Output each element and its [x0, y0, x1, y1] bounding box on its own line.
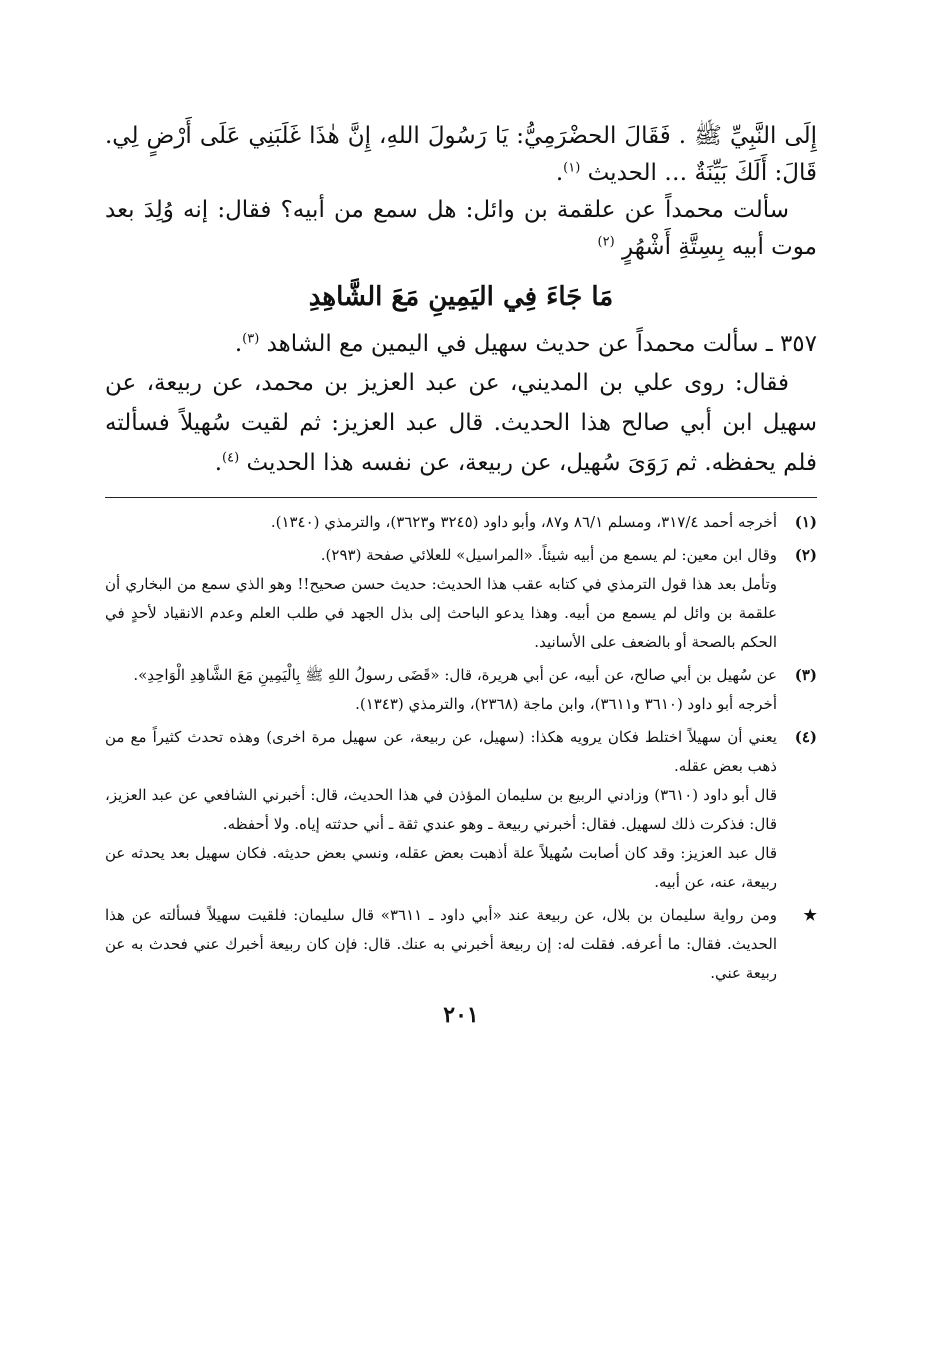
main-paragraph	[105, 118, 817, 192]
footnote-ref[interactable]: (٢)	[597, 234, 615, 250]
footnote-ref[interactable]: (١)	[563, 160, 581, 176]
paragraph-text: سألت محمداً عن علقمة بن وائل: هل سمع من أبيه؟ فقال: إنه وُلِدَ بعد موت أبيه بِسِتَّةِ أَشْهُرٍ	[105, 197, 817, 260]
footnote-paragraph: أخرجه أبو داود (٣٦١٠ و٣٦١١)، وابن ماجة (٢٣٦٨)، والترمذي (١٣٤٣).	[355, 695, 777, 713]
main-text	[105, 118, 817, 483]
footnote-number: ★	[803, 906, 817, 924]
footnote	[105, 541, 817, 657]
answer-paragraph	[105, 363, 817, 483]
footnote-paragraph: يعني أن سهيلاً اختلط فكان يرويه هكذا: (سهيل، عن ربيعة، عن سهيل مرة اخرى) وهذه تحدث كثيراً مع من ذهب بعض عقله.	[105, 728, 777, 775]
footnote-number: (٣)	[794, 666, 817, 684]
paragraph-text: إِلَى النَّبِيِّ ﷺ . فَقَالَ الحضْرَمِيُّ: يَا رَسُولَ اللهِ، إِنَّ هٰذَا غَلَبَنِي عَلَى أَرْضٍ لِي. قَالَ: أَلَكَ بَيِّنَةٌ … الحديث	[105, 123, 817, 186]
footnote-body	[105, 541, 777, 657]
footnote-paragraph: أخرجه أحمد ٣١٧/٤، ومسلم ٨٦/١ و٨٧، وأبو داود (٣٢٤٥ و٣٦٢٣)، والترمذي (١٣٤٠).	[270, 513, 777, 531]
footnote-number: (١)	[794, 513, 817, 531]
footnote-ref[interactable]: (٣)	[242, 331, 260, 347]
punctuation: .	[555, 160, 564, 186]
footnote-paragraph: ومن رواية سليمان بن بلال، عن ربيعة عند «أبي داود ـ ٣٦١١» قال سليمان: فلقيت سهيلاً فسألته عن هذا الحديث. فقال: ما أعرفه. فقلت له: إن ربيعة أخبرني به عنك. قال: فإن كان ربيعة أخبرك عني فحدث به عن ربيعة عني.	[105, 906, 777, 982]
footnote	[105, 661, 817, 719]
book-page	[105, 118, 817, 1028]
chapter-heading: مَا جَاءَ فِي اليَمِينِ مَعَ الشَّاهِدِ	[308, 282, 614, 312]
footnote-body	[105, 901, 777, 988]
footnote-paragraph: وتأمل بعد هذا قول الترمذي في كتابه عقب هذا الحديث: حديث حسن صحيح!! وهو الذي سمع من البخاري أن علقمة بن وائل لم يسمع من أبيه. وهذا يدعو الباحث إلى بذل الجهد في طلب العلم وعدم الانقياد لأحدٍ في الحكم بالصحة أو بالضعف على الأسانيد.	[105, 575, 777, 651]
footnote-paragraph: وقال ابن معين: لم يسمع من أبيه شيئاً. «المراسيل» للعلائي صفحة (٢٩٣).	[320, 546, 777, 564]
footnote-paragraph: قال عبد العزيز: وقد كان أصابت سُهيلاً علة أذهبت بعض عقله، ونسي بعض حديثه. فكان سهيل بعد يحدثه عن ربيعة، عنه، عن أبيه.	[105, 844, 777, 891]
footnote-body	[105, 661, 777, 719]
footnote	[105, 508, 817, 537]
footnote-paragraph: قال أبو داود (٣٦١٠) وزادني الربيع بن سليمان المؤذن في هذا الحديث، قال: أخبرني الشافعي عن عبد العزيز، قال: فذكرت ذلك لسهيل. فقال: أخبرني ربيعة ـ وهو عندي ثقة ـ أني حدثته إياه. ولا أحفظه.	[105, 786, 777, 833]
answer-block	[105, 363, 817, 483]
footnotes	[105, 508, 817, 988]
punctuation: .	[214, 450, 222, 476]
punctuation: .	[234, 331, 243, 357]
page-number: ٢٠١	[443, 1002, 479, 1028]
footnote-ref[interactable]: (٤)	[222, 450, 240, 466]
footnote-paragraph: عن سُهيل بن أبي صالح، عن أبيه، عن أبي هريرة، قال: «قَضَى رسولُ اللهِ ﷺ بِالْيَمِينِ مَعَ الشَّاهِدِ الْوَاحِدِ».	[133, 666, 777, 684]
footnote	[105, 901, 817, 988]
main-paragraph	[105, 192, 817, 266]
footnote-number: (٤)	[794, 728, 817, 746]
question-paragraph	[105, 326, 817, 363]
footnote-body	[105, 723, 777, 897]
footnote	[105, 723, 817, 897]
footnote-divider	[105, 497, 817, 498]
paragraph-text: فقال: روى علي بن المديني، عن عبد العزيز بن محمد، عن ربيعة، عن سهيل ابن أبي صالح هذا الحديث. قال عبد العزيز: ثم لقيت سُهيلاً فسألته فلم يحفظه. ثم رَوَىَ سُهيل، عن ربيعة، عن نفسه هذا الحديث	[105, 370, 817, 476]
footnote-number: (٢)	[794, 546, 817, 564]
paragraph-text: ٣٥٧ ـ سألت محمداً عن حديث سهيل في اليمين مع الشاهد	[266, 331, 817, 357]
footnote-body	[105, 508, 777, 537]
